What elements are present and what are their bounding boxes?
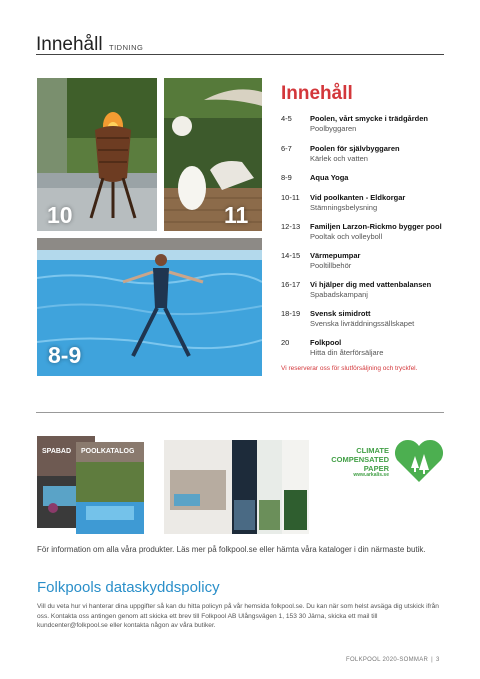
photo-number-lamp: 11 (224, 202, 249, 228)
toc-item-subtitle: Svenska livräddningssällskapet (310, 319, 415, 328)
page-header (36, 34, 444, 55)
toc-item-title: Värmepumpar (310, 251, 361, 260)
toc-pages: 16-17 (281, 280, 301, 289)
policy-title: Folkpools dataskyddspolicy (37, 579, 220, 596)
toc-item-title: Vid poolkanten - Eldkorgar (310, 193, 406, 202)
toc-item-subtitle: Poolbyggaren (310, 124, 357, 133)
header-title: Innehåll (36, 34, 103, 55)
photo-fire-basket (37, 78, 157, 231)
toc-item-subtitle: Pooltak och volleyboll (310, 232, 383, 241)
toc-item-title: Aqua Yoga (310, 173, 349, 182)
poolkatalog-cover-illustration (76, 442, 144, 534)
climate-line-2: COMPENSATED (331, 455, 389, 464)
toc-pages: 14-15 (281, 251, 301, 260)
toc-pages: 6-7 (281, 144, 292, 153)
toc-pages: 4-5 (281, 114, 292, 123)
toc-item-subtitle: Pooltillbehör (310, 261, 352, 270)
toc-item-subtitle: Hitta din återförsäljare (310, 348, 384, 357)
toc-item-title: Vi hjälper dig med vattenbalansen (310, 280, 432, 289)
toc-disclaimer: Vi reserverar oss för slutförsäljning och tryckfel. (281, 365, 418, 372)
photo-lamp-chair (164, 78, 262, 231)
toc-item-subtitle: Stämningsbelysning (310, 203, 378, 212)
toc-pages: 20 (281, 338, 290, 347)
catalog-series-illustration (164, 440, 309, 534)
page-number: 3 (436, 657, 440, 663)
page-footer (346, 657, 440, 663)
photo-number-pool: 8-9 (48, 342, 82, 368)
toc-pages: 8-9 (281, 173, 292, 182)
photo-number-fire: 10 (47, 202, 73, 228)
toc-pages: 18-19 (281, 309, 301, 318)
toc-item-title: Folkpool (310, 338, 342, 347)
toc-item-title: Poolen för självbyggaren (310, 144, 400, 153)
header-subtitle: TIDNING (109, 43, 144, 52)
footer-label: FOLKPOOL 2020-SOMMAR (346, 657, 429, 663)
climate-line-3: PAPER (363, 464, 389, 473)
toc-item-subtitle: Spabadskampanj (310, 290, 368, 299)
spabad-label: SPABAD (42, 448, 72, 455)
climate-url: www.arkalis.se (353, 472, 389, 478)
info-text: För information om alla våra produkter. Läs mer på folkpool.se eller hämta våra kataloger i din närmaste butik. (37, 545, 426, 554)
poolkatalog-label: POOLKATALOG (81, 448, 135, 455)
climate-line-1: CLIMATE (356, 446, 389, 455)
toc-item-title: Familjen Larzon-Rickmo bygger pool (310, 222, 442, 231)
section-divider (36, 412, 444, 413)
climate-heart-icon (393, 438, 445, 484)
photo-pool-swimmer (37, 238, 262, 376)
toc-item-title: Svensk simidrott (310, 309, 371, 318)
catalog-series (164, 440, 309, 534)
toc-item-subtitle: Kärlek och vatten (310, 154, 368, 163)
footer-separator: | (431, 657, 433, 663)
climate-paper-label (322, 446, 389, 473)
policy-text: Vill du veta hur vi hanterar dina uppgifter så kan du hitta policyn på vår hemsida folkpool.se. Du kan när som helst avsäga dig utskick ifrån oss. Kontakta oss antingen genom att skicka ett brev till Folkpool AB Ulångsvägen 1, 153 30 Järna, skicka ett mail till kundcenter@folkpool.se eller kontakta någon av våra butiker. (37, 603, 439, 629)
toc-title: Innehåll (281, 83, 353, 104)
toc-pages: 12-13 (281, 222, 301, 231)
toc-pages: 10-11 (281, 193, 300, 202)
toc-item-title: Poolen, vårt smycke i trädgården (310, 114, 428, 123)
catalog-poolkatalog (76, 442, 144, 534)
